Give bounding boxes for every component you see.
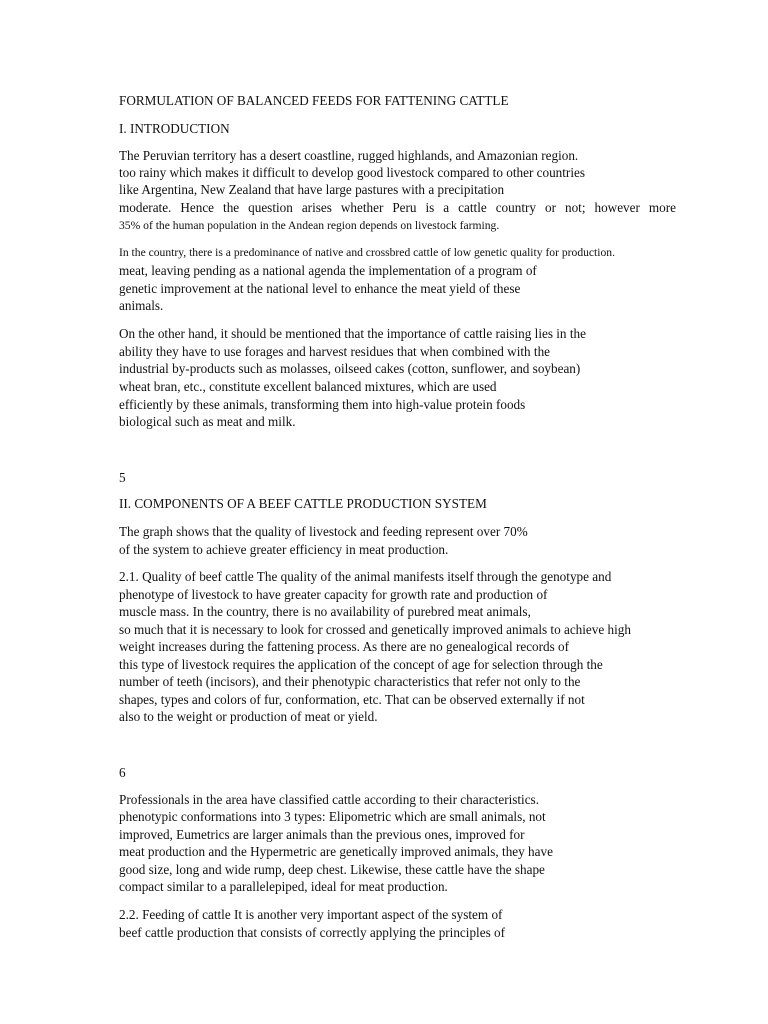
paragraph-line: this type of livestock requires the application of the concept of age for selection through the <box>119 657 603 672</box>
paragraph-line: beef cattle production that consists of correctly applying the principles of <box>119 925 505 940</box>
paragraph-line: genetic improvement at the national level to enhance the meat yield of these <box>119 281 521 296</box>
paragraph-line: 35% of the human population in the Andean region depends on livestock farming. <box>119 219 500 232</box>
page-number: 5 <box>119 470 126 485</box>
paragraph-line: In the country, there is a predominance of native and crossbred cattle of low genetic quality for production. <box>119 246 615 259</box>
paragraph-line: phenotype of livestock to have greater capacity for growth rate and production of <box>119 587 548 602</box>
paragraph-line: meat, leaving pending as a national agenda the implementation of a program of <box>119 263 537 278</box>
paragraph-line: The Peruvian territory has a desert coastline, rugged highlands, and Amazonian region. <box>119 148 579 163</box>
paragraph-line: so much that it is necessary to look for crossed and genetically improved animals to achieve high <box>119 622 631 637</box>
paragraph-line: efficiently by these animals, transforming them into high-value protein foods <box>119 397 526 412</box>
paragraph-line: 2.2. Feeding of cattle It is another very important aspect of the system of <box>119 907 503 922</box>
paragraph-line: shapes, types and colors of fur, conformation, etc. That can be observed externally if not <box>119 692 585 707</box>
paragraph-line: moderate. Hence the question arises whether Peru is a cattle country or not; however more <box>119 200 676 215</box>
paragraph-line: animals. <box>119 298 164 313</box>
paragraph-line: biological such as meat and milk. <box>119 414 296 429</box>
paragraph-line: wheat bran, etc., constitute excellent balanced mixtures, which are used <box>119 379 497 394</box>
paragraph-line: number of teeth (incisors), and their phenotypic characteristics that refer not only to the <box>119 674 581 689</box>
section-heading-components: II. COMPONENTS OF A BEEF CATTLE PRODUCTION SYSTEM <box>119 496 487 511</box>
paragraph-line: like Argentina, New Zealand that have large pastures with a precipitation <box>119 182 505 197</box>
page-number: 6 <box>119 765 126 780</box>
paragraph-line: of the system to achieve greater efficiency in meat production. <box>119 542 449 557</box>
paragraph-line: improved, Eumetrics are larger animals than the previous ones, improved for <box>119 827 525 842</box>
paragraph-line: phenotypic conformations into 3 types: Elipometric which are small animals, not <box>119 809 546 824</box>
paragraph-line: good size, long and wide rump, deep chest. Likewise, these cattle have the shape <box>119 862 545 877</box>
document-title: FORMULATION OF BALANCED FEEDS FOR FATTENING CATTLE <box>119 93 509 108</box>
paragraph-line: compact similar to a parallelepiped, ideal for meat production. <box>119 879 448 894</box>
paragraph-line: too rainy which makes it difficult to develop good livestock compared to other countries <box>119 165 585 180</box>
paragraph-line: Professionals in the area have classified cattle according to their characteristics. <box>119 792 539 807</box>
paragraph-line: meat production and the Hypermetric are genetically improved animals, they have <box>119 844 553 859</box>
paragraph-line: weight increases during the fattening process. As there are no genealogical records of <box>119 639 570 654</box>
paragraph-line: The graph shows that the quality of livestock and feeding represent over 70% <box>119 524 528 539</box>
paragraph-line: muscle mass. In the country, there is no availability of purebred meat animals, <box>119 604 531 619</box>
paragraph-line: ability they have to use forages and harvest residues that when combined with the <box>119 344 551 359</box>
paragraph-line: On the other hand, it should be mentioned that the importance of cattle raising lies in the <box>119 326 586 341</box>
paragraph-line: 2.1. Quality of beef cattle The quality of the animal manifests itself through the genotype and <box>119 569 612 584</box>
paragraph-line: industrial by-products such as molasses, oilseed cakes (cotton, sunflower, and soybean) <box>119 361 581 376</box>
section-heading-introduction: I. INTRODUCTION <box>119 121 230 136</box>
paragraph-line: also to the weight or production of meat or yield. <box>119 709 378 724</box>
